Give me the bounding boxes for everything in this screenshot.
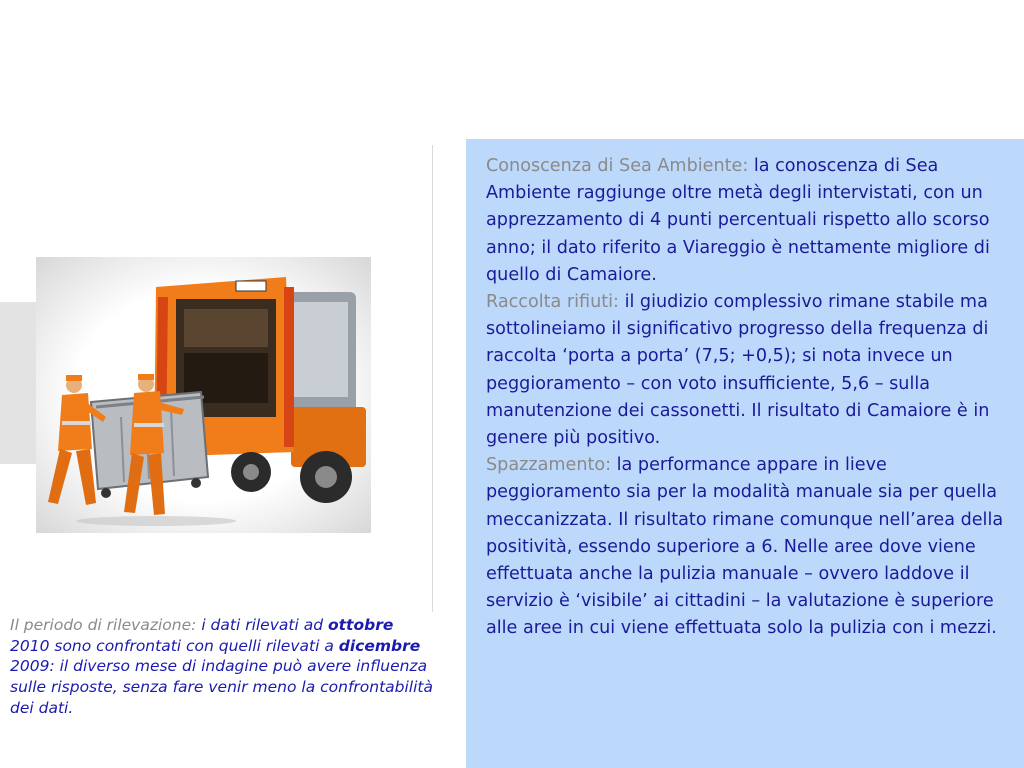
section-raccolta-rifiuti (486, 289, 1016, 452)
results-text (486, 153, 1016, 643)
vertical-divider (432, 145, 433, 612)
section-text: la conoscenza di Sea Ambiente raggiunge oltre metà degli intervistati, con un apprezzamento di 4 punti percentuali rispetto allo scorso anno; il dato riferito a Viareggio è nettamente migliore di quello di Camaiore. (486, 156, 990, 285)
section-conoscenza (486, 153, 1016, 289)
survey-period-note (10, 615, 435, 719)
note-text-1: i dati rilevati ad (201, 616, 324, 634)
results-panel (466, 139, 1024, 768)
section-text: il giudizio complessivo rimane stabile ma sottolineiamo il significativo progresso della frequenza di raccolta ‘porta a porta’ (7,5; +0,5); si nota invece un peggioramento – con voto insufficiente, 5,6 – sulla manutenzione dei cassonetti. Il risultato di Camaiore è in genere più positivo. (486, 292, 990, 449)
note-bold-month-1: ottobre (327, 616, 394, 634)
section-text: la performance appare in lieve peggioramento sia per la modalità manuale sia per quella meccanizzata. Il risultato rimane comunque nell’area della positività, essendo superiore a 6. Nelle aree dove viene effettuata anche la pulizia manuale – ovvero laddove il servizio è ‘visibile’ ai cittadini – la valutazione è superiore alle aree in cui viene effettuata solo la pulizia con i mezzi. (486, 455, 1004, 639)
note-text-3: 2009: il diverso mese di indagine può avere influenza sulle risposte, senza fare venir meno la confrontabilità dei dati. (10, 657, 433, 717)
note-label: Il periodo di rilevazione: (10, 616, 197, 634)
note-text-2: 2010 sono confrontati con quelli rilevati a (10, 636, 334, 655)
garbage-truck-illustration (36, 257, 371, 533)
section-label: Raccolta rifiuti: (486, 292, 619, 313)
section-label: Spazzamento: (486, 455, 612, 476)
section-label: Conoscenza di Sea Ambiente: (486, 156, 749, 176)
note-bold-month-2: dicembre (338, 636, 421, 655)
section-spazzamento (486, 452, 1016, 642)
